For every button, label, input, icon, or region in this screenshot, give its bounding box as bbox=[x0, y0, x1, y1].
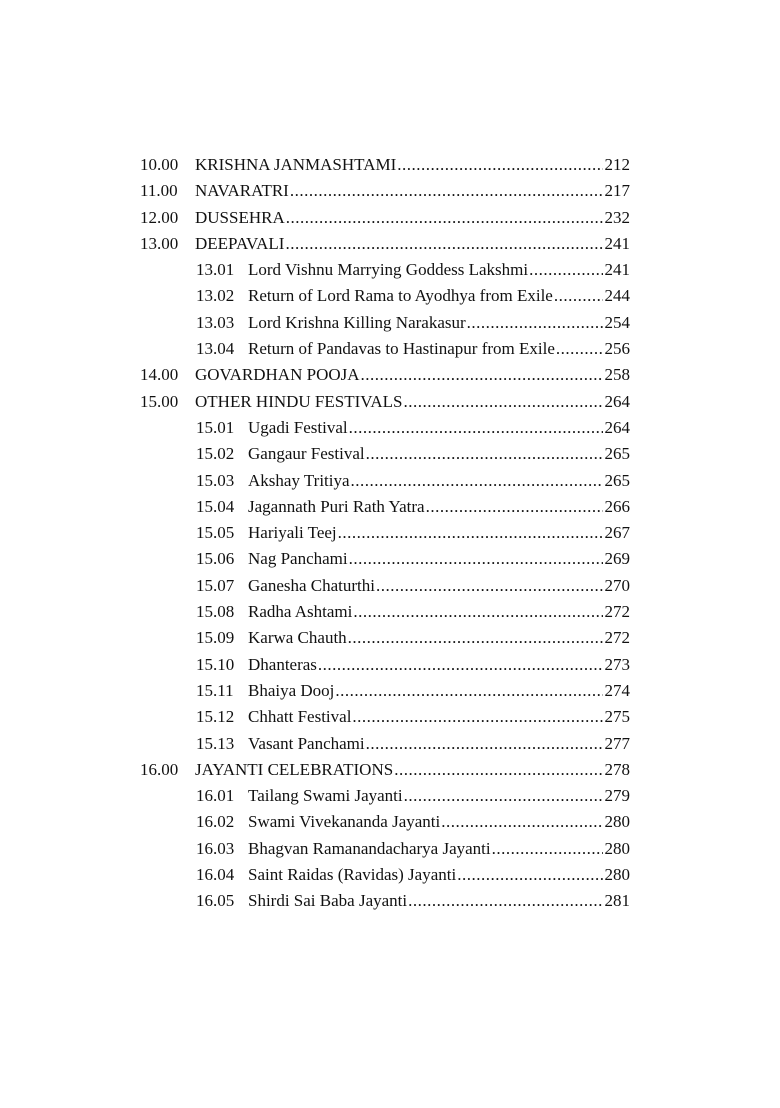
toc-section-entry bbox=[140, 415, 630, 441]
entry-page-number: 212 bbox=[604, 155, 630, 174]
entry-number: 16.03 bbox=[196, 838, 235, 858]
dot-leader bbox=[366, 441, 603, 467]
entry-page-number: 244 bbox=[604, 286, 630, 306]
dot-leader bbox=[529, 257, 602, 283]
entry-page-number: 217 bbox=[604, 181, 630, 201]
entry-page-number: 266 bbox=[604, 496, 630, 516]
entry-page-number: 272 bbox=[604, 628, 630, 648]
entry-number: 10.00 bbox=[140, 155, 179, 174]
entry-number: 16.01 bbox=[196, 786, 235, 806]
entry-page-number: 241 bbox=[604, 233, 630, 253]
dot-leader bbox=[441, 809, 602, 835]
dot-leader bbox=[338, 520, 603, 546]
entry-page-number: 267 bbox=[604, 523, 630, 543]
entry-title: Return of Pandavas to Hastinapur from Exile bbox=[248, 339, 555, 359]
entry-page-number: 275 bbox=[604, 707, 630, 727]
toc-chapter-entry bbox=[140, 757, 630, 783]
dot-leader bbox=[403, 389, 602, 415]
entry-page-number: 232 bbox=[604, 207, 630, 227]
entry-title: Radha Ashtami bbox=[248, 602, 353, 622]
entry-page-number: 264 bbox=[604, 417, 630, 437]
entry-page-number: 270 bbox=[604, 575, 630, 595]
entry-number: 13.03 bbox=[196, 312, 235, 332]
entry-number: 15.10 bbox=[196, 654, 235, 674]
toc-chapter-entry bbox=[140, 152, 630, 178]
dot-leader bbox=[376, 573, 603, 599]
dot-leader bbox=[492, 836, 603, 862]
toc-section-entry bbox=[140, 494, 630, 520]
entry-title: Hariyali Teej bbox=[248, 523, 337, 543]
entry-number: 15.03 bbox=[196, 470, 235, 490]
entry-title: Chhatt Festival bbox=[248, 707, 352, 727]
entry-title: Saint Raidas (Ravidas) Jayanti bbox=[248, 865, 457, 885]
dot-leader bbox=[335, 678, 602, 704]
entry-number: 15.05 bbox=[196, 523, 235, 543]
dot-leader bbox=[397, 152, 602, 178]
entry-page-number: 265 bbox=[604, 470, 630, 490]
entry-title: DUSSEHRA bbox=[195, 207, 285, 227]
entry-page-number: 265 bbox=[604, 444, 630, 464]
entry-title: Tailang Swami Jayanti bbox=[248, 786, 403, 806]
dot-leader bbox=[457, 862, 602, 888]
entry-number: 15.06 bbox=[196, 549, 235, 569]
toc-chapter-entry bbox=[140, 205, 630, 231]
entry-title: Shirdi Sai Baba Jayanti bbox=[248, 891, 408, 911]
entry-title: Return of Lord Rama to Ayodhya from Exile bbox=[248, 286, 553, 306]
dot-leader bbox=[290, 178, 603, 204]
toc-section-entry bbox=[140, 257, 630, 283]
entry-title: Lord Vishnu Marrying Goddess Lakshmi bbox=[248, 260, 529, 280]
toc-section-entry bbox=[140, 599, 630, 625]
entry-title: NAVARATRI bbox=[195, 181, 289, 201]
dot-leader bbox=[361, 362, 603, 388]
entry-page-number: 277 bbox=[604, 733, 630, 753]
entry-title: DEEPAVALI bbox=[195, 233, 285, 253]
toc-section-entry bbox=[140, 310, 630, 336]
entry-title: OTHER HINDU FESTIVALS bbox=[195, 391, 403, 411]
toc-section-entry bbox=[140, 441, 630, 467]
dot-leader bbox=[349, 415, 603, 441]
toc-section-entry bbox=[140, 809, 630, 835]
entry-title: Ugadi Festival bbox=[248, 417, 348, 437]
toc-section-entry bbox=[140, 546, 630, 572]
entry-number: 15.11 bbox=[196, 680, 234, 700]
entry-page-number: 241 bbox=[604, 260, 630, 280]
toc-chapter-entry bbox=[140, 389, 630, 415]
entry-page-number: 279 bbox=[604, 786, 630, 806]
dot-leader bbox=[554, 283, 603, 309]
dot-leader bbox=[394, 757, 602, 783]
dot-leader bbox=[353, 599, 602, 625]
entry-page-number: 273 bbox=[604, 654, 630, 674]
toc-section-entry bbox=[140, 625, 630, 651]
entry-number: 15.13 bbox=[196, 733, 235, 753]
entry-number: 15.02 bbox=[196, 444, 235, 464]
toc-chapter-entry bbox=[140, 362, 630, 388]
toc-section-entry bbox=[140, 573, 630, 599]
entry-number: 16.00 bbox=[140, 759, 179, 779]
dot-leader bbox=[556, 336, 603, 362]
entry-title: Gangaur Festival bbox=[248, 444, 365, 464]
toc-section-entry bbox=[140, 888, 630, 914]
dot-leader bbox=[467, 310, 603, 336]
dot-leader bbox=[366, 731, 603, 757]
dot-leader bbox=[286, 205, 603, 231]
toc-section-entry bbox=[140, 862, 630, 888]
entry-title: Vasant Panchami bbox=[248, 733, 365, 753]
entry-page-number: 272 bbox=[604, 602, 630, 622]
entry-page-number: 280 bbox=[604, 812, 630, 832]
entry-title: Ganesha Chaturthi bbox=[248, 575, 375, 595]
entry-title: JAYANTI CELEBRATIONS bbox=[195, 759, 394, 779]
toc-section-entry bbox=[140, 468, 630, 494]
entry-title: Swami Vivekananda Jayanti bbox=[248, 812, 441, 832]
entry-title: Lord Krishna Killing Narakasur bbox=[248, 312, 466, 332]
entry-page-number: 278 bbox=[604, 759, 630, 779]
entry-page-number: 269 bbox=[604, 549, 630, 569]
entry-title: Dhanteras bbox=[248, 654, 317, 674]
entry-number: 16.02 bbox=[196, 812, 235, 832]
entry-title: Nag Panchami bbox=[248, 549, 348, 569]
entry-number: 15.09 bbox=[196, 628, 235, 648]
entry-title: GOVARDHAN POOJA bbox=[195, 365, 360, 385]
toc-section-entry bbox=[140, 731, 630, 757]
entry-title: KRISHNA JANMASHTAMI bbox=[195, 155, 397, 174]
entry-page-number: 274 bbox=[604, 680, 630, 700]
entry-title: Bhaiya Dooj bbox=[248, 680, 335, 700]
entry-page-number: 280 bbox=[604, 838, 630, 858]
entry-number: 14.00 bbox=[140, 365, 179, 385]
entry-page-number: 281 bbox=[604, 891, 630, 911]
entry-number: 15.07 bbox=[196, 575, 235, 595]
toc-section-entry bbox=[140, 783, 630, 809]
entry-title: Karwa Chauth bbox=[248, 628, 347, 648]
dot-leader bbox=[348, 625, 603, 651]
toc-section-entry bbox=[140, 836, 630, 862]
dot-leader bbox=[349, 546, 603, 572]
toc-section-entry bbox=[140, 283, 630, 309]
dot-leader bbox=[351, 468, 603, 494]
entry-number: 11.00 bbox=[140, 181, 178, 201]
toc-chapter-entry bbox=[140, 231, 630, 257]
entry-number: 13.02 bbox=[196, 286, 235, 306]
entry-number: 16.05 bbox=[196, 891, 235, 911]
entry-page-number: 258 bbox=[604, 365, 630, 385]
entry-number: 16.04 bbox=[196, 865, 235, 885]
entry-number: 12.00 bbox=[140, 207, 179, 227]
entry-title: Bhagvan Ramanandacharya Jayanti bbox=[248, 838, 491, 858]
entry-number: 13.00 bbox=[140, 233, 179, 253]
toc-section-entry bbox=[140, 336, 630, 362]
toc-section-entry bbox=[140, 652, 630, 678]
table-of-contents bbox=[140, 152, 630, 915]
entry-number: 15.04 bbox=[196, 496, 235, 516]
entry-page-number: 264 bbox=[604, 391, 630, 411]
entry-page-number: 256 bbox=[604, 339, 630, 359]
entry-number: 15.00 bbox=[140, 391, 179, 411]
entry-number: 15.01 bbox=[196, 417, 235, 437]
entry-number: 13.01 bbox=[196, 260, 235, 280]
dot-leader bbox=[285, 231, 602, 257]
dot-leader bbox=[352, 704, 602, 730]
dot-leader bbox=[426, 494, 603, 520]
toc-chapter-entry bbox=[140, 178, 630, 204]
entry-number: 15.12 bbox=[196, 707, 235, 727]
entry-number: 13.04 bbox=[196, 339, 235, 359]
dot-leader bbox=[318, 652, 603, 678]
toc-section-entry bbox=[140, 704, 630, 730]
toc-section-entry bbox=[140, 520, 630, 546]
entry-title: Akshay Tritiya bbox=[248, 470, 350, 490]
dot-leader bbox=[404, 783, 603, 809]
entry-title: Jagannath Puri Rath Yatra bbox=[248, 496, 425, 516]
entry-page-number: 254 bbox=[604, 312, 630, 332]
toc-section-entry bbox=[140, 678, 630, 704]
entry-page-number: 280 bbox=[604, 865, 630, 885]
entry-number: 15.08 bbox=[196, 602, 235, 622]
dot-leader bbox=[408, 888, 602, 914]
